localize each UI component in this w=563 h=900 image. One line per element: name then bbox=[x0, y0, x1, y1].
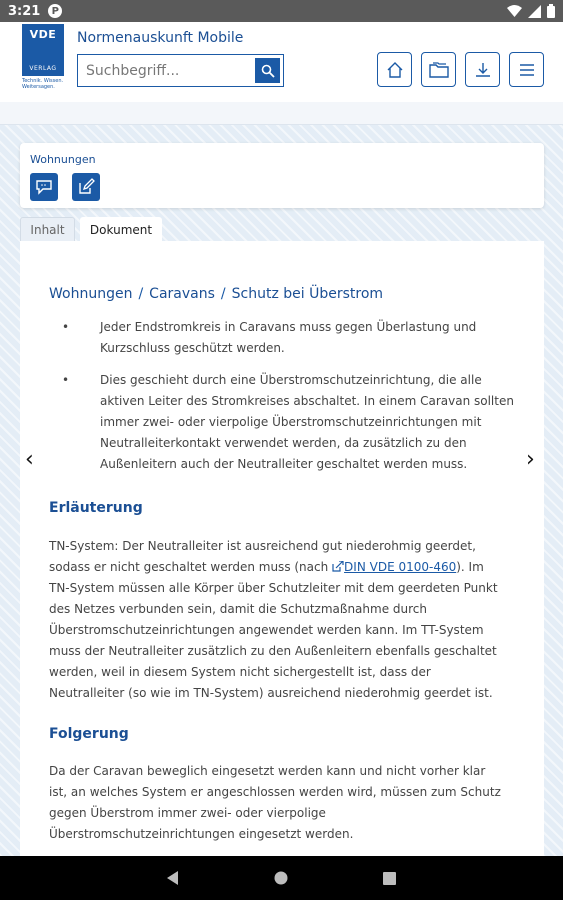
comment-button[interactable] bbox=[30, 173, 58, 201]
wifi-icon bbox=[507, 5, 522, 17]
breadcrumb-separator: / bbox=[138, 286, 144, 302]
menu-icon bbox=[518, 62, 536, 78]
app-title: Normenauskunft Mobile bbox=[77, 30, 244, 46]
tab-dokument[interactable]: Dokument bbox=[80, 217, 162, 242]
breadcrumb-caravans[interactable]: Caravans bbox=[149, 286, 215, 302]
logo-vde: VDE bbox=[29, 28, 57, 41]
bullet-text: Dies geschieht durch eine Überstromschutzeinrichtung, die alle aktiven Leiter des Stromkreises abschaltet. In einem Caravan sollten immer zwei- oder vierpolige Überstromschutzeinrichtungen mit Neutralleiterkontakt verwendet werden, da zusätzlich zu den Außenleitern auch der Neutralleiter geschaltet werden muss. bbox=[100, 373, 514, 471]
next-arrow[interactable]: › bbox=[526, 447, 535, 472]
search-box bbox=[77, 54, 284, 87]
folgerung-heading: Folgerung bbox=[49, 726, 129, 742]
bullet-list bbox=[48, 317, 518, 486]
home-icon bbox=[386, 61, 404, 79]
edit-button[interactable] bbox=[72, 173, 100, 201]
comment-icon bbox=[35, 179, 53, 195]
vde-logo[interactable] bbox=[22, 24, 64, 94]
recents-icon[interactable] bbox=[383, 872, 396, 885]
prev-arrow[interactable]: ‹ bbox=[25, 447, 34, 472]
search-icon bbox=[261, 64, 275, 78]
external-link-icon bbox=[332, 561, 344, 572]
category-card bbox=[20, 143, 544, 208]
list-item bbox=[48, 370, 518, 475]
signal-icon bbox=[528, 5, 541, 18]
back-icon[interactable] bbox=[167, 871, 179, 885]
battery-icon bbox=[547, 4, 555, 18]
app-header bbox=[0, 22, 563, 102]
breadcrumb-current: Schutz bei Überstrom bbox=[231, 286, 384, 302]
list-item bbox=[48, 317, 518, 359]
folder-button[interactable] bbox=[421, 52, 456, 87]
breadcrumb bbox=[49, 286, 383, 302]
erlaeuterung-text: TN-System: Der Neutralleiter ist ausreichend gut niederohmig geerdet, sodass er nicht geschaltet werden muss (nach DIN VDE 0100-460). Im TN-System müssen alle Körper über Schutzleiter mit dem geerdeten Punkt des Netzes verbunden sein, damit die Schutzmaßnahme durch Überstromschutzeinrichtungen angewendet werden kann. Im TT-System muss der Neutralleiter zusätzlich zu den Außenleitern ebenfalls geschaltet werden, weil in diesem System nicht sichergestellt ist, dass der Neutralleiter (so wie im TN-System) ausreichend niederohmig geerdet ist. bbox=[49, 539, 498, 700]
logo-tagline: Technik. Wissen. Weitersagen. bbox=[22, 78, 64, 90]
breadcrumb-separator: / bbox=[220, 286, 226, 302]
folder-icon bbox=[429, 61, 449, 79]
download-icon bbox=[474, 61, 492, 79]
tab-inhalt[interactable]: Inhalt bbox=[20, 217, 75, 242]
edit-icon bbox=[77, 178, 95, 196]
breadcrumb-wohnungen[interactable]: Wohnungen bbox=[49, 286, 133, 302]
bullet-text: Jeder Endstromkreis in Caravans muss gegen Überlastung und Kurzschluss geschützt werden. bbox=[100, 320, 477, 355]
erlaeuterung-heading: Erläuterung bbox=[49, 500, 143, 516]
folgerung-text: Da der Caravan beweglich eingesetzt werden kann und nicht vorher klar ist, an welches System er angeschlossen werden wird, müssen zum Schutz gegen Überstrom immer zwei- oder vierpolige Überstromschutzeinrichtungen eingesetzt werden. bbox=[49, 764, 501, 841]
status-bar bbox=[0, 0, 563, 22]
notification-icon: P bbox=[48, 4, 62, 18]
search-button[interactable] bbox=[255, 58, 280, 83]
system-nav-bar bbox=[0, 856, 563, 900]
status-icons bbox=[507, 4, 555, 18]
din-vde-link[interactable]: DIN VDE 0100-460 bbox=[332, 560, 456, 574]
bullet-dot: • bbox=[62, 320, 70, 334]
menu-button[interactable] bbox=[509, 52, 544, 87]
bullet-dot: • bbox=[62, 373, 70, 387]
home-circle-icon[interactable] bbox=[274, 871, 288, 885]
header-divider bbox=[0, 102, 563, 125]
home-button[interactable] bbox=[377, 52, 412, 87]
logo-verlag: VERLAG bbox=[29, 65, 57, 72]
card-title: Wohnungen bbox=[30, 153, 96, 166]
download-button[interactable] bbox=[465, 52, 500, 87]
status-time: 3:21 bbox=[8, 3, 41, 19]
search-input[interactable] bbox=[78, 63, 255, 79]
